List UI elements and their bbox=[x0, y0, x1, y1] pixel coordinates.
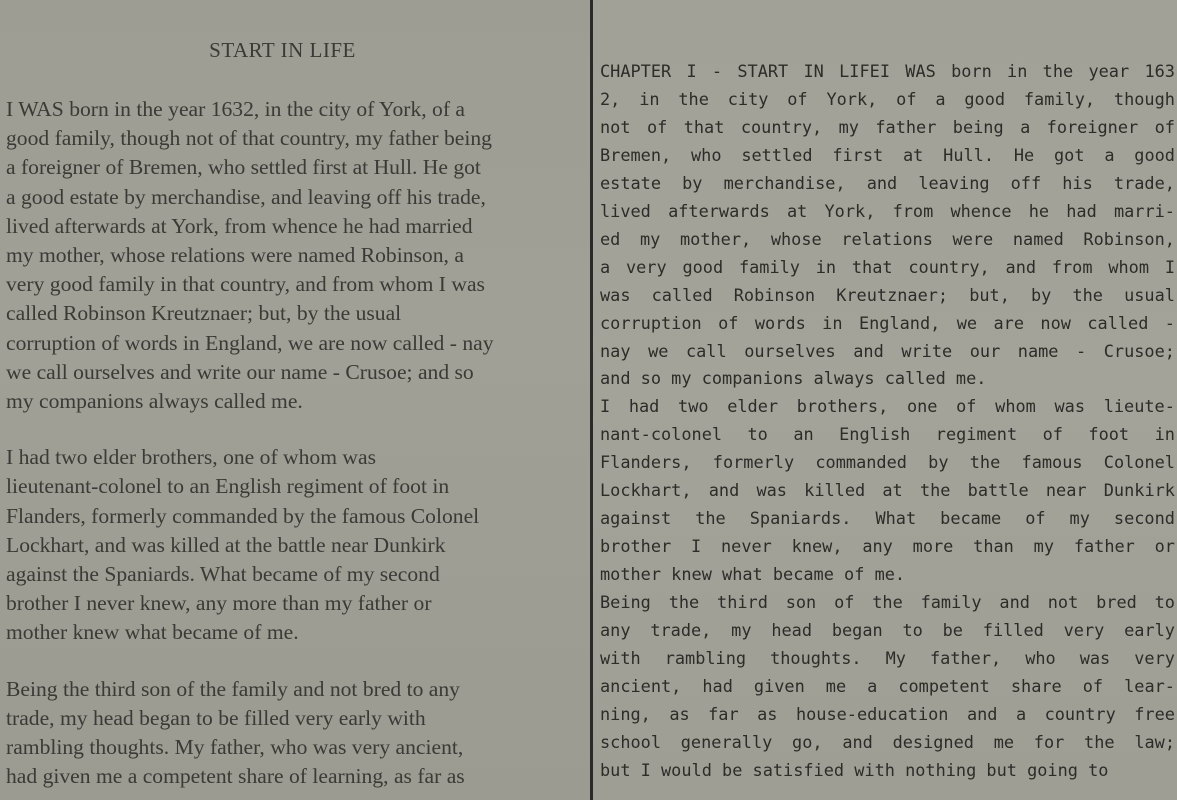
word: My bbox=[885, 648, 906, 669]
word: against bbox=[600, 508, 672, 529]
word: an bbox=[793, 424, 814, 445]
word: from bbox=[1051, 256, 1093, 277]
text-line: Being the third son of the family and not bred to any bbox=[6, 676, 460, 701]
word: CHAPTER bbox=[600, 61, 672, 81]
word: England, bbox=[858, 312, 941, 333]
word: settled bbox=[741, 144, 813, 165]
word: write bbox=[901, 340, 953, 361]
serif-text-body bbox=[6, 95, 590, 800]
word: country, bbox=[740, 116, 823, 137]
word: merchandise, bbox=[723, 172, 846, 193]
word: rambling bbox=[664, 648, 747, 669]
word: first bbox=[832, 144, 884, 165]
text-line: we call ourselves and write our name - Crusoe; and so bbox=[6, 359, 474, 384]
word: trade, bbox=[1113, 172, 1175, 193]
word: at bbox=[882, 480, 903, 501]
word: not bbox=[600, 116, 631, 137]
word: a bbox=[935, 88, 946, 109]
text-line: had given me a competent share of learning, as far as bbox=[6, 764, 465, 789]
word: our bbox=[969, 340, 1001, 361]
word: named bbox=[1012, 228, 1064, 249]
monospace-text-body bbox=[600, 58, 1175, 785]
word: share bbox=[1010, 675, 1062, 696]
text-line bbox=[600, 701, 1175, 729]
word: law; bbox=[1134, 731, 1175, 752]
text-line bbox=[600, 310, 1175, 338]
word: good bbox=[1134, 144, 1175, 165]
word: in bbox=[1007, 61, 1028, 81]
text-line bbox=[600, 226, 1175, 254]
word: became bbox=[940, 508, 1002, 529]
word: thoughts. bbox=[770, 648, 862, 669]
word: in bbox=[1154, 424, 1175, 445]
word: York, bbox=[826, 88, 878, 109]
text-line: Lockhart, and was killed at the battle near Dunkirk bbox=[6, 532, 446, 557]
word: and bbox=[966, 703, 998, 724]
word: of bbox=[1154, 116, 1175, 137]
word: and bbox=[708, 480, 740, 501]
word: any bbox=[600, 620, 631, 641]
word: got bbox=[1053, 144, 1085, 165]
word: START bbox=[737, 61, 789, 81]
word: at bbox=[903, 144, 924, 165]
text-line: but I would be satisfied with nothing but going to bbox=[600, 759, 1109, 780]
word: whom bbox=[995, 396, 1036, 417]
word: elder bbox=[727, 396, 779, 417]
word: were bbox=[952, 228, 994, 249]
word: any bbox=[862, 536, 893, 557]
word: in bbox=[822, 312, 843, 333]
word: family bbox=[920, 592, 982, 613]
word: my bbox=[1069, 508, 1090, 529]
word: name bbox=[1017, 340, 1059, 361]
word: now bbox=[1040, 312, 1071, 333]
word: usual bbox=[1124, 284, 1175, 305]
text-line bbox=[600, 338, 1175, 366]
word: free bbox=[1134, 703, 1175, 724]
word: my bbox=[1033, 536, 1054, 557]
word: lear- bbox=[1124, 675, 1175, 696]
word: of bbox=[1082, 675, 1104, 696]
word: we bbox=[956, 312, 978, 333]
word: famous bbox=[1021, 452, 1083, 473]
word: that bbox=[851, 256, 893, 277]
word: by bbox=[1030, 284, 1052, 305]
word: very bbox=[625, 256, 667, 277]
word: be bbox=[942, 620, 963, 641]
word: very bbox=[1134, 648, 1175, 669]
paragraph bbox=[6, 95, 590, 416]
word: and bbox=[866, 172, 898, 193]
text-line bbox=[600, 142, 1175, 170]
word: second bbox=[1113, 508, 1175, 529]
word: house-education bbox=[795, 703, 949, 724]
word: mother, bbox=[680, 228, 752, 249]
word: was bbox=[600, 284, 631, 305]
word: my bbox=[731, 620, 752, 641]
word: was bbox=[1054, 396, 1086, 417]
word: a bbox=[600, 256, 611, 277]
word: country bbox=[1044, 703, 1116, 724]
word: the bbox=[668, 592, 700, 613]
text-line: brother I never knew, any more than my father or bbox=[6, 591, 432, 616]
word: whom bbox=[1108, 256, 1150, 277]
text-line: I had two elder brothers, one of whom was bbox=[6, 445, 376, 470]
word: by bbox=[682, 172, 703, 193]
word: family, bbox=[1023, 88, 1096, 109]
word: WAS bbox=[905, 61, 936, 81]
word: or bbox=[1154, 536, 1175, 557]
word: relations bbox=[841, 228, 933, 249]
text-line: lieutenant-colonel to an English regiment of foot in bbox=[6, 474, 450, 499]
text-line: corruption of words in England, we are now called - nay bbox=[6, 330, 494, 355]
word: father, bbox=[929, 648, 1002, 669]
word: formerly bbox=[712, 452, 795, 473]
word: to bbox=[747, 424, 768, 445]
word: Hull. bbox=[943, 144, 995, 165]
word: - bbox=[1076, 340, 1087, 361]
word: and bbox=[1005, 256, 1037, 277]
word: had bbox=[702, 675, 733, 696]
word: ed bbox=[600, 228, 621, 249]
word: bred bbox=[1096, 592, 1137, 613]
word: I bbox=[600, 396, 611, 417]
word: Robinson, bbox=[1083, 228, 1175, 249]
word: York, bbox=[824, 200, 876, 221]
word: far bbox=[708, 703, 739, 724]
word: lieute- bbox=[1103, 396, 1175, 417]
word: - bbox=[1164, 312, 1175, 333]
word: of bbox=[646, 116, 668, 137]
text-line bbox=[600, 505, 1175, 533]
word: my bbox=[640, 228, 661, 249]
word: of bbox=[1042, 424, 1063, 445]
word: Kreutznaer; bbox=[836, 284, 949, 305]
word: never bbox=[720, 536, 772, 557]
word: to bbox=[1154, 592, 1175, 613]
word: lived bbox=[600, 200, 651, 221]
word: What bbox=[875, 508, 917, 529]
word: a bbox=[1020, 116, 1031, 137]
word: trade, bbox=[650, 620, 712, 641]
word: LIFEI bbox=[839, 61, 890, 81]
text-line: Flanders, formerly commanded by the famous Colonel bbox=[6, 503, 480, 528]
text-line bbox=[600, 477, 1175, 505]
word: my bbox=[838, 116, 859, 137]
word: corruption bbox=[600, 312, 702, 333]
word: was bbox=[756, 480, 787, 501]
text-line bbox=[600, 198, 1175, 226]
word: killed bbox=[804, 480, 866, 501]
word: was bbox=[1079, 648, 1111, 669]
word: call bbox=[685, 340, 727, 361]
word: He bbox=[1013, 144, 1035, 165]
word: as bbox=[669, 703, 690, 724]
word: designed bbox=[892, 731, 974, 752]
word: marri- bbox=[1113, 200, 1175, 221]
text-line: my mother, whose relations were named Robinson, a bbox=[6, 243, 464, 268]
word: IN bbox=[803, 61, 824, 81]
word: of bbox=[834, 592, 855, 613]
word: but, bbox=[969, 284, 1010, 305]
word: not bbox=[1047, 592, 1079, 613]
word: - bbox=[711, 61, 723, 81]
word: father bbox=[1073, 536, 1135, 557]
word: son bbox=[785, 592, 817, 613]
word: the bbox=[919, 480, 951, 501]
word: from bbox=[892, 200, 934, 221]
word: year bbox=[1088, 61, 1130, 81]
text-line bbox=[600, 421, 1175, 449]
word: knew, bbox=[791, 536, 843, 557]
word: though bbox=[1113, 88, 1175, 109]
word: of bbox=[718, 312, 739, 333]
word: afterwards bbox=[668, 200, 770, 221]
word: the bbox=[1072, 284, 1103, 305]
word: battle bbox=[967, 480, 1029, 501]
word: of bbox=[956, 396, 977, 417]
word: by bbox=[928, 452, 949, 473]
word: as bbox=[757, 703, 778, 724]
word: one bbox=[906, 396, 938, 417]
word: to bbox=[902, 620, 923, 641]
word: 163 bbox=[1144, 61, 1175, 81]
word: whence bbox=[950, 200, 1012, 221]
word: third bbox=[717, 592, 768, 613]
word: me bbox=[825, 675, 847, 696]
word: a bbox=[867, 675, 878, 696]
word: foot bbox=[1088, 424, 1130, 445]
text-line bbox=[600, 589, 1175, 617]
word: and bbox=[842, 731, 873, 752]
word: and bbox=[853, 340, 884, 361]
text-line: mother knew what became of me. bbox=[6, 620, 299, 645]
text-line bbox=[600, 393, 1175, 421]
text-line: rambling thoughts. My father, who was very ancient, bbox=[6, 735, 464, 760]
text-line bbox=[600, 114, 1175, 142]
ereader-screen-right bbox=[593, 0, 1177, 800]
word: his bbox=[1062, 172, 1093, 193]
word: early bbox=[1124, 620, 1175, 641]
word: a bbox=[1015, 703, 1027, 724]
word: called bbox=[651, 284, 713, 305]
word: Flanders, bbox=[600, 452, 692, 473]
word: ning, bbox=[600, 703, 651, 724]
word: 2, bbox=[600, 88, 621, 109]
text-line: against the Spaniards. What became of my second bbox=[6, 562, 440, 587]
text-line: mother knew what became of me. bbox=[600, 564, 906, 585]
text-line: trade, my head began to be filled very early with bbox=[6, 705, 426, 730]
word: I bbox=[1164, 256, 1175, 277]
word: at bbox=[786, 200, 808, 221]
word: nay bbox=[600, 340, 631, 361]
word: Being bbox=[600, 592, 651, 613]
word: of bbox=[896, 88, 917, 109]
word: go, bbox=[792, 731, 823, 752]
text-line bbox=[600, 254, 1175, 282]
word: given bbox=[753, 675, 805, 696]
word: are bbox=[993, 312, 1024, 333]
word: the bbox=[678, 88, 709, 109]
word: nant-colonel bbox=[600, 424, 723, 445]
word: Robinson bbox=[733, 284, 816, 305]
text-line bbox=[600, 645, 1175, 673]
word: generally bbox=[680, 731, 773, 752]
word: who bbox=[1025, 648, 1056, 669]
word: the bbox=[1042, 61, 1074, 81]
word: the bbox=[969, 452, 1001, 473]
word: family bbox=[738, 256, 800, 277]
word: Spaniards. bbox=[749, 508, 852, 529]
word: a bbox=[1104, 144, 1115, 165]
text-line bbox=[600, 617, 1175, 645]
word: English bbox=[839, 424, 911, 445]
word: more bbox=[912, 536, 954, 557]
text-line bbox=[600, 86, 1175, 114]
word: words bbox=[754, 312, 806, 333]
text-line: my companions always called me. bbox=[6, 389, 303, 414]
word: the bbox=[695, 508, 726, 529]
word: in bbox=[815, 256, 837, 277]
word: filled bbox=[982, 620, 1044, 641]
word: began bbox=[831, 620, 883, 641]
word: Bremen, bbox=[600, 144, 672, 165]
word: who bbox=[691, 144, 722, 165]
word: I bbox=[686, 61, 697, 81]
text-line bbox=[600, 729, 1175, 757]
word: two bbox=[678, 396, 709, 417]
word: born bbox=[951, 61, 992, 81]
word: brothers, bbox=[796, 396, 889, 417]
word: with bbox=[600, 648, 641, 669]
text-line: and so my companions always called me. bbox=[600, 368, 987, 389]
text-line: good family, though not of that country, my father being bbox=[6, 126, 492, 151]
text-line bbox=[600, 170, 1175, 198]
word: regiment bbox=[935, 424, 1018, 445]
word: off bbox=[1010, 172, 1042, 193]
word: I bbox=[691, 536, 702, 557]
word: we bbox=[648, 340, 669, 361]
word: whose bbox=[770, 228, 822, 249]
word: foreigner bbox=[1046, 116, 1139, 137]
word: had bbox=[1066, 200, 1097, 221]
text-line bbox=[600, 449, 1175, 477]
text-line: called Robinson Kreutznaer; but, by the usual bbox=[6, 301, 402, 326]
word: Colonel bbox=[1103, 452, 1175, 473]
word: competent bbox=[898, 675, 990, 696]
word: he bbox=[1028, 200, 1050, 221]
word: brother bbox=[600, 536, 672, 557]
word: than bbox=[973, 536, 1014, 557]
word: Dunkirk bbox=[1103, 480, 1175, 501]
word: country, bbox=[908, 256, 990, 277]
word: head bbox=[771, 620, 812, 641]
word: that bbox=[683, 116, 725, 137]
word: being bbox=[952, 116, 1004, 137]
text-line bbox=[600, 58, 1175, 86]
word: near bbox=[1045, 480, 1087, 501]
word: in bbox=[639, 88, 660, 109]
word: estate bbox=[600, 172, 662, 193]
text-line bbox=[600, 533, 1175, 561]
text-line bbox=[600, 282, 1175, 310]
word: father bbox=[875, 116, 937, 137]
word: Crusoe; bbox=[1103, 340, 1175, 361]
word: ourselves bbox=[744, 340, 836, 361]
text-line: a good estate by merchandise, and leaving off his trade, bbox=[6, 184, 486, 209]
word: Lockhart, bbox=[600, 480, 692, 501]
word: commanded bbox=[815, 452, 907, 473]
word: me bbox=[993, 731, 1015, 752]
word: and bbox=[999, 592, 1030, 613]
word: good bbox=[964, 88, 1006, 109]
word: had bbox=[628, 396, 660, 417]
word: the bbox=[872, 592, 903, 613]
word: leaving bbox=[918, 172, 990, 193]
word: called bbox=[1087, 312, 1149, 333]
word: the bbox=[1084, 731, 1115, 752]
text-line bbox=[600, 673, 1175, 701]
text-line: lived afterwards at York, from whence he had married bbox=[6, 213, 473, 238]
word: very bbox=[1063, 620, 1105, 641]
word: of bbox=[787, 88, 808, 109]
word: for bbox=[1033, 731, 1065, 752]
word: good bbox=[682, 256, 724, 277]
paragraph bbox=[6, 443, 590, 647]
chapter-title: START IN LIFE bbox=[209, 38, 356, 62]
word: school bbox=[600, 731, 662, 752]
word: ancient, bbox=[600, 675, 682, 696]
text-line: very good family in that country, and from whom I was bbox=[6, 272, 485, 297]
paragraph bbox=[6, 675, 590, 792]
text-line: a foreigner of Bremen, who settled first at Hull. He got bbox=[6, 155, 481, 180]
word: city bbox=[727, 88, 769, 109]
word: of bbox=[1025, 508, 1046, 529]
text-line: I WAS born in the year 1632, in the city of York, of a bbox=[6, 97, 466, 121]
